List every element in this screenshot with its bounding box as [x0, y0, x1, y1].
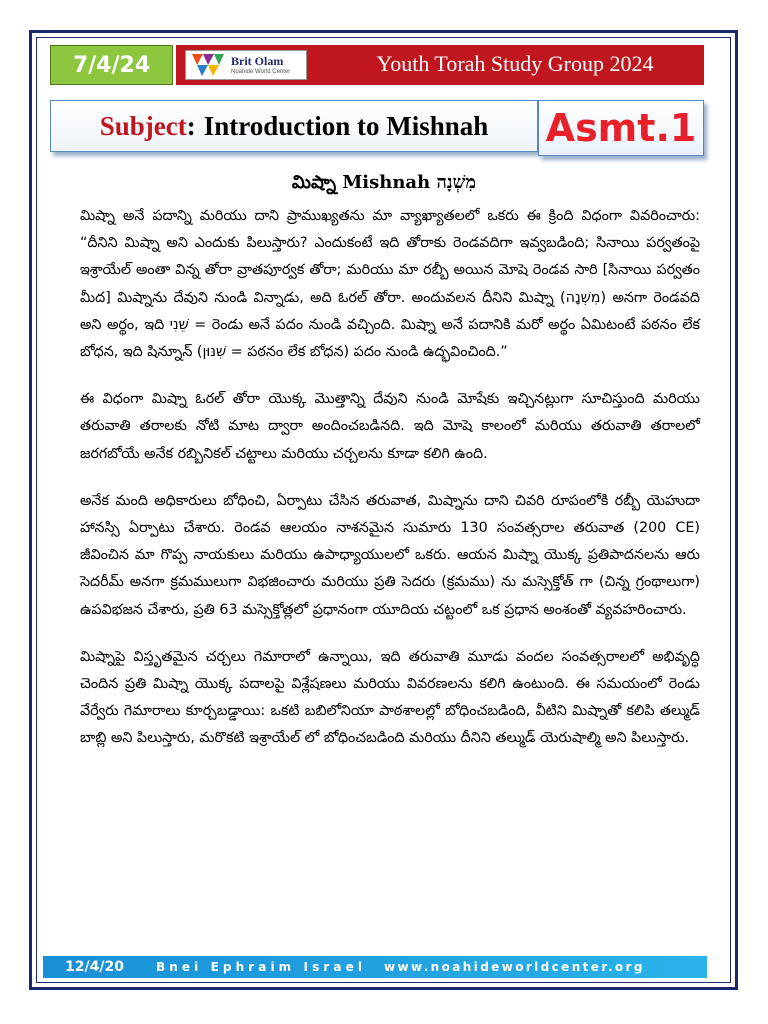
subject-colon: : [186, 110, 196, 141]
document-heading: మిష్నా Mishnah מִשְׁנָה [291, 172, 477, 193]
logo-star-icon [189, 52, 227, 78]
footer-date: 12/4/20 [65, 959, 124, 975]
subject-label: Subject [99, 110, 187, 141]
subject-banner [50, 100, 538, 152]
assignment-badge: Asmt.1 [538, 100, 704, 156]
logo-subtitle: Noahide World Center [231, 69, 291, 75]
logo-name: Brit Olam [231, 54, 284, 68]
footer-organization: Bnei Ephraim Israel [156, 960, 367, 974]
footer-website-link[interactable]: www.noahideworldcenter.org [384, 960, 645, 974]
subject-title: Introduction to Mishnah [203, 110, 489, 141]
paragraph-3: అనేక మంది అధికారులు బోధించి, ఏర్పాటు చేసిన తరువాత, మిష్నాను దాని చివరి రూపంలోకి రబ్బీ యెహుదా హానస్సి ఏర్పాటు చేశారు. రెండవ ఆలయం నాశనమైన సుమారు 130 సంవత్సరాల తరువాత (200 CE) జీవించిన మా గొప్ప నాయకులు మరియు ఉపాధ్యాయులలో ఒకరు. ఆయన మిష్నా యొక్క ప్రతిపాదనలను ఆరు సెదరీమ్ అనగా క్రమములుగా విభజించారు మరియు ప్రతి సెదరు (క్రమము) ను మస్సెక్తోత్ గా (చిన్న గ్రంథాలుగా) ఉపవిభజన చేశారు, ప్రతి 63 మస్సెక్తోత్లలో ప్రధానంగా యూదియ చట్టంలో ఒక ప్రధాన అంశంతో వ్యవహరించారు. [80, 492, 700, 618]
brit-olam-logo [185, 50, 307, 80]
header-title: Youth Torah Study Group 2024 [376, 51, 654, 76]
header-date: 7/4/24 [50, 45, 173, 85]
paragraph-1: మిష్నా అనే పదాన్ని మరియు దాని ప్రాముఖ్యతను మా వ్యాఖ్యాతలలో ఒకరు ఈ క్రింది విధంగా వివరించారు: “దీనిని మిష్నా అని ఎందుకు పిలుస్తారు? ఎందుకంటే ఇది తోరాకు రెండవదిగా ఇవ్వబడింది; సినాయి పర్వతంపై ఇశ్రాయేల్ అంతా విన్న తోరా వ్రాతపూర్వక తోరా; మరియు మా రబ్బీ అయిన మోషె రెండవ సారి [సినాయి పర్వతం మీద] మిష్నాను దేవుని నుండి విన్నాడు, అది ఓరల్ తోరా. అందువలన దీనిని మిష్నా (מִשְׁנָה) అనగా రెండవది అని అర్థం, ఇది שֵׁנִי = రెండు అనే పదం నుండి వచ్చింది. మిష్నా అనే పదానికి మరో అర్థం ఏమిటంటే పఠనం లేక బోధన, ఇది షిన్నూన్ (שִׁנּוּן = పఠనం లేక బోధన) పదం నుండి ఉద్భవించింది.” [80, 208, 701, 361]
paragraph-4: మిష్నాపై విస్తృతమైన చర్చలు గెమారాలో ఉన్నాయి, ఇది తరువాతి మూడు వందల సంవత్సరాలలో అభివృద్ధి చెందిన ప్రతి మిష్నా యొక్క పదాలపై విశ్లేషణలు మరియు వివరణలను కలిగి ఉంటుంది. ఈ సమయంలో రెండు వేర్వేరు గెమారాలు కూర్చబడ్డాయి: ఒకటి బబిలోనియా పాఠశాలల్లో బోధించబడింది, వీటిని మిష్నాతో కలిపి తల్ముడ్ బాబ్లి అని పిలుస్తారు, మరొకటి ఇశ్రాయేల్ లో బోధించబడింది మరియు దీనిని తల్ముడ్ యెరుషాల్మి అని పిలుస్తారు. [80, 648, 700, 747]
paragraph-2: ఈ విధంగా మిష్నా ఓరల్ తోరా యొక్క మొత్తాన్ని దేవుని నుండి మోషేకు ఇచ్చినట్లుగా సూచిస్తుంది మరియు తరువాతి తరాలకు నోటి మాట ద్వారా అందించబడినది. ఇది మోషె కాలంలో మరియు తరువాతి తరాలలో జరగబోయే అనేక రబ్బినికల్ చట్టాలు మరియు చర్చలను కూడా కలిగి ఉంది. [80, 391, 700, 462]
document-body [80, 203, 700, 753]
